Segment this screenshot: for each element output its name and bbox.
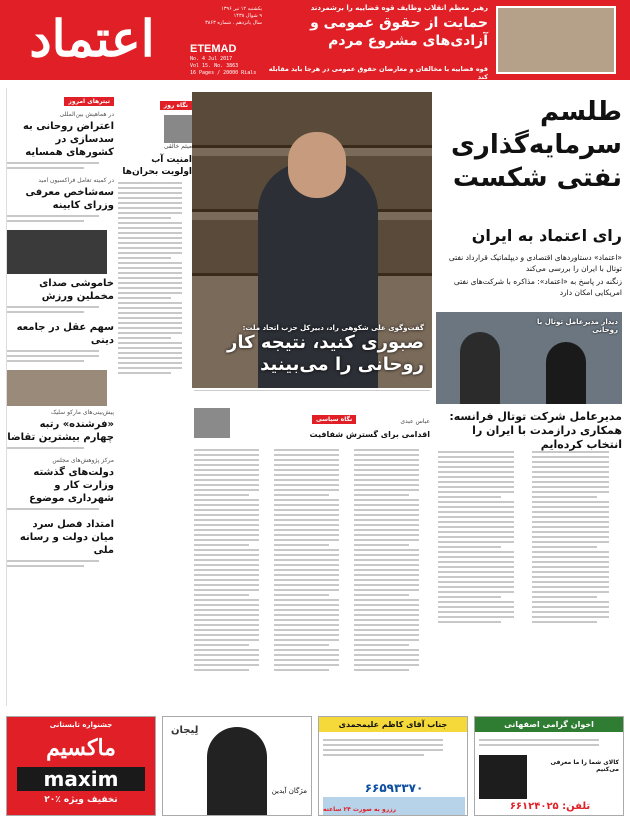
main-photo[interactable] [192,92,432,388]
advertisement-strip [6,716,624,816]
editorial-title[interactable]: اقدامی برای گسترش شفافیت [309,430,430,439]
masthead-date: یکشنبه ۱۲ تیر ۱۳۹۶ ۹ شوال ۱۴۳۸ سال پانزدهم . شماره ۳۸۶۳ [205,6,262,26]
newspaper-logo[interactable]: اعتماد [29,9,155,68]
editorial-author-photo [194,408,230,438]
opinion-author: میثم خالقی [163,143,192,150]
author-photo [164,115,192,143]
news-item[interactable]: پیش‌بینی‌های مارکو سلیک «فرشنده» رتبه چهارم بیشترین تقاضا [7,370,114,449]
opinion-title: امنیت آب اولویت بحران‌ها [122,155,192,177]
news-item[interactable]: در کمیته تعامل فراکسیون امید سه‌شاخص معرفی وزرای کابینه [7,177,114,222]
news-item[interactable]: در هماهیش بین‌المللی اعتراض روحانی به سد‌سازی در کشورهای همسایه [7,111,114,169]
masthead-issue-info: ETEMAD No. 4 Jul 2017 Vol 15. No. 3863 16 Pages / 20000 Rials [190,42,262,77]
lead-subheadline: رای اعتماد به ایران [471,226,622,245]
ad-esfahani[interactable]: اخوان گرامی اصفهانی کالای شما را ما معرفی می‌کنیم تلفن: ۶۶۱۲۴۰۲۵ [474,716,624,816]
lead-body-column [438,448,526,626]
news-photo [7,370,107,406]
lead-story-subhead[interactable]: مدیرعامل شرکت توتال فرانسه: همکاری درازمدت با ایران را انتخاب کرده‌ایم [449,410,622,451]
headlines-column [6,88,114,706]
ad-condolence[interactable]: جناب آقای کاظم علیمحمدی ۶۶۵۹۳۳۷۰ رزرو به صورت ۲۴ ساعته [318,716,468,816]
news-item[interactable]: خاموشی صدای مخملین ورزش [7,230,114,313]
editorial-body-column [274,446,350,674]
masthead-kicker: رهبر معظم انقلاب وظایف قوه قضاییه را برشمردند [310,4,488,12]
ad-maxim[interactable]: جشنواره تابستانی ماکسیم maxim ۲۰٪ تخفیف ویژه [6,716,156,816]
silhouette-image [479,755,527,799]
editorial-body-column [354,446,430,674]
news-item[interactable]: مرکز پژوهش‌های مجلس دولت‌های گذشته وزارت کار و شهرداری موضوع [7,457,114,510]
section-tag: نگاه روز [160,101,192,110]
news-photo [7,230,107,274]
lead-photo[interactable] [436,312,622,404]
opinion-body-text [118,182,192,374]
masthead-photo[interactable] [496,6,616,74]
editorial-author: عباس عبدی [400,418,430,425]
section-tag: نگاه سیاسی [312,415,356,424]
divider [194,390,430,402]
model-image [207,727,267,815]
lead-photo-caption: دیدار مدیرعامل توتال با روحانی [537,318,618,334]
photo-caption: گفت‌وگوی علی شکوهی راد، دبیرکل حزب اتحاد ملت: صبوری کنید، نتیجه کار روحانی را می‌بینید [226,324,424,375]
masthead [0,0,630,80]
masthead-headline[interactable]: حمایت از حقوق عمومی و آزادی‌های مشروع مردم [310,15,488,49]
news-item[interactable]: سهم عقل در جامعه دینی [7,321,114,362]
masthead-lede: قوه قضاییه با مخالفان و معارضان حقوق عمومی در هرجا باید مقابله کند [268,65,488,81]
lead-body-column [532,448,622,626]
ad-mojgan[interactable]: لِیجان مژگان آیدین [162,716,312,816]
section-tag: تیترهای امروز [64,97,114,106]
lead-headline[interactable]: طلسم سرمایه‌گذاری نفتی شکست [451,97,622,193]
lead-bullets: «اعتماد» دستاوردهای اقتصادی و دیپلماتیک قرارداد نفتی توتال با ایران را بررسی می‌کند زنگنه در پاسخ به «اعتماد»: مذاکره با شرکت‌های نفتی امریکایی امکان دارد [448,253,622,297]
opinion-column[interactable] [118,92,192,378]
editorial-body-column [194,446,270,674]
brand-latin: ETEMAD [190,43,237,55]
news-item[interactable]: امتداد فصل سرد میان دولت و رسانه ملی [7,518,114,567]
